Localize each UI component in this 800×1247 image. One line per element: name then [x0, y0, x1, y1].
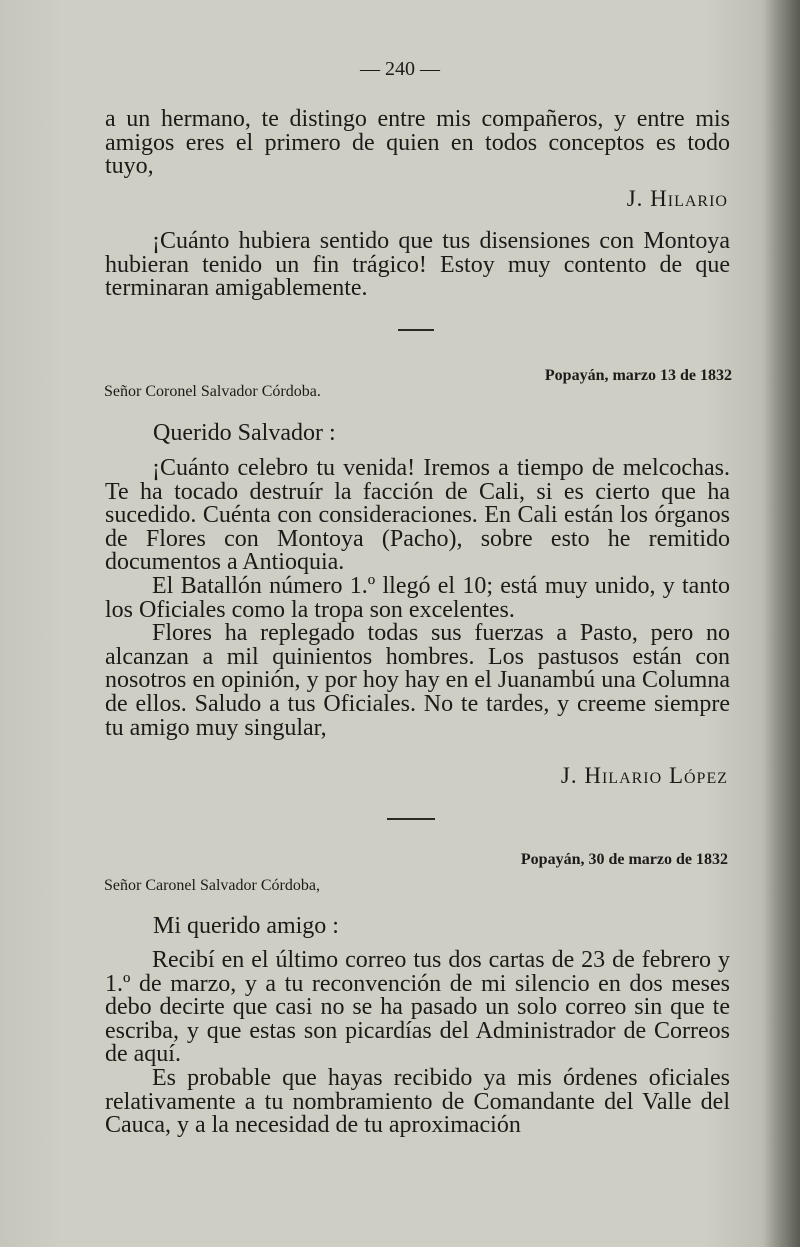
- section-divider: [387, 818, 435, 820]
- letter-salutation: Mi querido amigo :: [153, 913, 339, 939]
- letter-salutation: Querido Salvador :: [153, 420, 336, 446]
- page-number: — 240 —: [360, 58, 440, 80]
- postscript: [105, 230, 730, 301]
- section-divider: [398, 329, 434, 331]
- paragraph: Es probable que hayas recibido ya mis órdenes oficiales relativamente a tu nombramiento de Comandante del Valle del Cauca, y a la necesidad de tu aproximación: [105, 1064, 730, 1139]
- paragraph: Flores ha replegado todas sus fuerzas a Pasto, pero no alcanzan a mil quinientos hombres. Los pastusos están con nosotros en opinión, y por hoy hay en el Juanambú una Columna de ellos. Saludo a tus Oficiales. No te tardes, y creeme siempre tu amigo muy singular,: [105, 620, 730, 741]
- letter-closing-text: a un hermano, te distingo entre mis compañeros, y entre mis amigos eres el primero de quien en todos conceptos es todo tuyo,: [105, 106, 730, 180]
- signature-hilario: J. Hilario: [626, 186, 728, 211]
- paragraph: Recibí en el último correo tus dos cartas de 23 de febrero y 1.º de marzo, y a tu reconvención de mi silencio en dos meses debo decirte que casi no se ha pasado un solo correo sin que te escriba, y que estas son picardías del Administrador de Correos de aquí.: [105, 947, 730, 1068]
- letter-recipient: Señor Coronel Salvador Córdoba.: [104, 383, 321, 400]
- signature-hilario-lopez: J. Hilario López: [560, 763, 728, 788]
- letter-date: Popayán, marzo 13 de 1832: [544, 367, 732, 384]
- letter-continuation: [105, 108, 730, 179]
- paragraph: El Batallón número 1.º llegó el 10; está muy unido, y tanto los Oficiales como la tropa son excelentes.: [105, 572, 730, 623]
- letter-body: [105, 457, 730, 740]
- page-edge-shadow: [764, 0, 800, 1247]
- postscript-text: ¡Cuánto hubiera sentido que tus disensiones con Montoya hubieran tenido un fin trágico! Estoy muy contento de que terminaran amigablemente.: [105, 228, 730, 302]
- letter-body: [105, 949, 730, 1138]
- letter-recipient: Señor Caronel Salvador Córdoba,: [104, 877, 320, 894]
- letter-date: Popayán, 30 de marzo de 1832: [520, 851, 728, 868]
- paragraph: ¡Cuánto celebro tu venida! Iremos a tiempo de melcochas. Te ha tocado destruír la facción de Cali, si es cierto que ha sucedido. Cuénta con consideraciones. En Cali están los órganos de Flores con Montoya (Pacho), sobre esto he remitido documentos a Antioquia.: [105, 455, 730, 576]
